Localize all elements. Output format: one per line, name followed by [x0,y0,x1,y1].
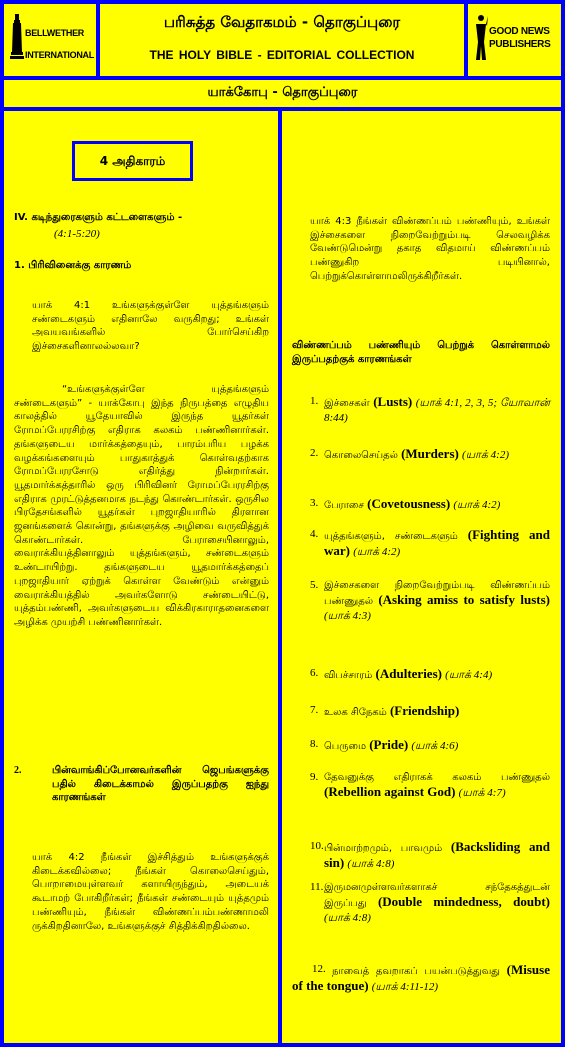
angel-icon [474,12,488,64]
reason-english: (Adulteries) [375,666,442,681]
reason-number: 9. [310,771,319,783]
reason-item [292,528,550,560]
reason-item [292,738,550,754]
good-news-logo [468,4,561,76]
lamp-icon [10,12,24,64]
right-column [282,111,561,1043]
reason-number: 10. [310,840,324,852]
section-ref: (4:1-5:20) [54,228,100,240]
page-title-tamil: பரிசுத்த வேதாகமம் - தொகுப்புரை [163,13,401,31]
reason-reference: (யாக் 4:2) [453,499,501,511]
reason-text [324,881,550,926]
logo-left-line2: INTERNATIONAL [25,50,94,60]
reason-text [324,840,550,872]
subsection-2-number: 2. [14,765,22,776]
reason-english: (Pride) [369,737,409,752]
reason-reference: (யாக் 4:1, 2, 3, 5; யோவான் 8:44) [324,397,550,424]
section-heading: IV. கடிந்துரைகளும் கட்டளைகளும் - [14,212,183,223]
chapter-label: 4 அதிகாரம் [99,154,166,168]
reason-english: (Double mindedness, doubt) [377,894,550,909]
book-subtitle: யாக்கோபு - தொகுப்புரை [207,85,358,100]
reason-text [324,395,550,426]
reason-reference: (யாக் 4:2) [462,449,509,461]
logo-right-line2: PUBLISHERS [489,39,551,50]
quote-james-4-2: யாக் 4:2 நீங்கள் இச்சித்தும் உங்களுக்குக் கிடைக்கவில்லை; நீங்கள் கொலைசெய்தும், பொறாமையுள்ளவர் களாயிருந்தும், அடையக் கூடாமற் போகிறீர்கள்; நீங்கள் சண்டையும் யுத்தமும் பண்ணியும், நீங்கள் விண்ணப்பம்பண்ணாமலி ருக்கிறதினாலே, உங்களுக்குச் சித்திக்கிறதில்லை. [32,852,269,932]
subsection-1-heading: 1. பிரிவினைக்கு காரணம் [14,260,132,271]
reason-english: (Backsliding and sin) [324,839,550,870]
reason-text [324,579,550,624]
reason-number: 4. [310,528,319,540]
reason-item [292,704,550,720]
reason-number: 1. [310,395,319,407]
reason-number: 11. [310,881,324,893]
reason-text [324,704,550,720]
reason-item [292,771,550,801]
reason-english: (Lusts) [373,394,413,409]
reason-number: 8. [310,738,319,750]
logo-left-line1: BELLWETHER [25,28,84,38]
reason-number: 5. [310,579,319,591]
reason-item [292,395,550,426]
title-panel [100,4,464,76]
quote-james-4-1: யாக் 4:1 உங்களுக்குள்ளே யுத்தங்களும் சண்டைகளும் எதினாலே வருகிறது; உங்கள் அவயவங்களில் போர்செய்கிற இச்சைகளினாலல்லவா? [32,300,269,353]
quote-james-4-3: யாக் 4:3 நீங்கள் விண்ணப்பம் பண்ணியும், உங்கள் இச்சைகளை நிறைவேற்றும்படி செலவழிக்க வேண்டுமென்று தகாத விதமாய் விண்ணப்பம் பண்ணுகிற படியினால், பெற்றுக்கொள்ளாமலிருக்கிறீர்கள். [310,216,550,282]
left-column [4,111,278,1043]
reason-number: 12. [312,963,326,975]
reason-english: (Murders) [401,446,459,461]
reason-tamil: இச்சைகள் [324,398,370,409]
reason-reference: (யாக் 4:4) [445,669,493,681]
reason-item [292,579,550,624]
reason-tamil: தேவனுக்கு எதிராகக் கலகம் பண்ணுதல் [324,772,550,783]
reason-reference: (யாக் 4:7) [458,787,506,799]
page-title-english: THE HOLY BIBLE - EDITORIAL COLLECTION [149,48,415,62]
reason-number: 2. [310,447,319,459]
reason-tamil: விபச்சாரம் [324,670,373,681]
reason-tamil: உலக சிநேகம் [324,707,387,718]
bellwether-logo [4,4,96,76]
reason-tamil: யுத்தங்களும், சண்டைகளும் [324,531,458,542]
logo-right-line1: GOOD NEWS [489,26,550,37]
reason-english: (Covetousness) [367,496,451,511]
reason-number: 7. [310,704,319,716]
commentary-paragraph: “உங்களுக்குள்ளே யுத்தங்களும் சண்டைகளும்” - யாக்கோபு இந்த நிருபத்தை எழுதிய காலத்தில் யூதேயாவில் இருந்த யூதர்கள் ரோமப்பேரரசிற்கு எதிராக கலகம் பண்ணினார்கள். தங்களுடைய மார்க்கத்தையும், பாரம்பரிய பழக்க வழக்கங்களையும் பாதுகாத்துக் கொள்வதற்காக ரோமப்பேரரசோடு எதிர்த்து நின்றார்கள். யூதமார்க்கத்தாரில் ஒரு பிரிவினர் ரோமப்பேரரசிற்கு எதிராக முரட்டுத்தனமாக நடந்து கொண்டார்கள். ஒருசில பிரதேசங்களில் யூதர்கள் புறஜாதியாரில் திரளான ஜனங்களைக் கொன்று, தங்களுக்கு அழிவை வருவித்துக் கொண்டார்கள். பேராசையினாலும், வைராக்கியத்தினாலும் யுத்தங்களும், சண்டைகளும் உண்டாயிற்று. தங்களுடைய யூதமார்க்கத்தைப் புறஜாதியார் ஏற்றுக் கொள்ள வேண்டும் என்னும் வைராக்கியத்தில் அவர்களோடு சண்டையிட்டு, யுத்தம்பண்ணி, அவர்களுடைய விக்கிரகாராதனைகளை அழிக்க முயற்சி பண்ணினார்கள். [14,384,269,628]
reason-english: (Rebellion against God) [324,784,456,799]
reason-reference: (யாக் 4:3) [324,610,371,622]
reason-item [292,497,550,513]
chapter-box [72,141,193,181]
reason-reference: (யாக் 4:8) [324,912,371,924]
reason-tamil: கொலைசெய்தல் [324,450,398,461]
reason-number: 3. [310,497,319,509]
reason-tamil: இருமனமுள்ளவர்களாகச் சந்தேகத்துடன் இருப்பது [324,882,550,909]
reason-reference: (யாக் 4:6) [411,740,459,752]
reason-english: (Misuse of the tongue) [292,962,550,993]
reason-reference: (யாக் 4:2) [353,546,401,558]
reasons-heading: விண்ணப்பம் பண்ணியும் பெற்றுக் கொள்ளாமல் இருப்பதற்குக் காரணங்கள் [292,340,550,365]
reason-text [324,667,550,683]
reason-english: (Friendship) [389,703,460,718]
reason-reference: (யாக் 4:11-12) [371,981,439,993]
reason-tamil: நாவைத் தவறாகப் பயன்படுத்துவது [332,966,500,977]
reason-text [324,771,550,801]
reason-text [292,963,550,995]
reason-tamil: இச்சைகளை நிறைவேற்றும்படி விண்ணப்பம் பண்ணுதல் [324,580,550,607]
reason-item [292,447,550,463]
reason-english: (Fighting and war) [324,527,550,558]
reason-item [292,840,550,872]
reason-tamil: பேராசை [324,500,364,511]
reason-tamil: பெருமை [324,741,367,752]
reason-number: 6. [310,667,319,679]
reason-english: (Asking amiss to satisfy lusts) [378,592,550,607]
reason-item [292,881,550,926]
subtitle-panel [4,80,561,107]
reason-tamil: பின்மாற்றமும், பாவமும் [324,843,443,854]
reason-text [324,528,550,560]
reason-text [324,738,550,754]
reason-text [324,497,550,513]
subsection-2-heading: பின்வாங்கிப்போனவர்களின் ஜெபங்களுக்கு பதில் கிடைக்காமல் இருப்பதற்கு ஐந்து காரணங்கள் [52,765,269,804]
reason-text [324,447,550,463]
reason-reference: (யாக் 4:8) [347,858,395,870]
reason-item [292,667,550,683]
reason-item [292,963,550,995]
